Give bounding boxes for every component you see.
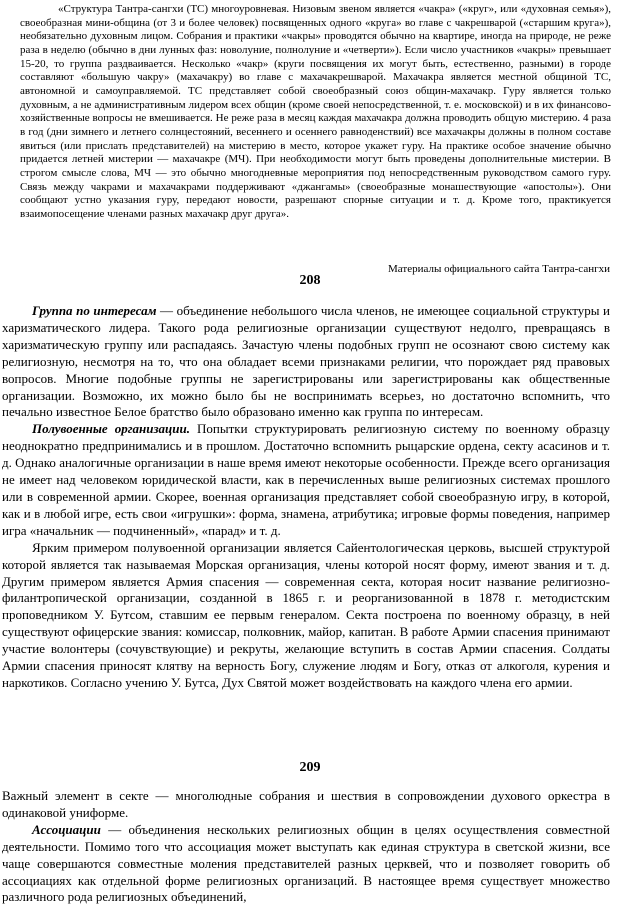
page-number-208: 208 xyxy=(299,273,321,288)
paragraph-text: Попытки структурировать религиозную систему по военному образцу неоднократно предпринимались и в прошлом. Достаточно вспомнить рыцарские ордена, секту асасинов и т. д. Однако аналогичные организации в наше время имеют некоторые особенности. Прежде всего организация не имеет над человеком юридической власти, как в перечисленных выше религиозных системах прошлого или в современной армии. Скорее, военная организация представляет собой своеобразную игру, в которой, как и в любой игре, есть свои «игрушки»: форма, знамена, атрибутика; игровые формы поведения, например игра «начальник — подчиненный», «парад» и т. д. xyxy=(2,421,610,538)
page-number-209: 209 xyxy=(299,760,321,775)
quote-source: Материалы официального сайта Тантра-сангхи xyxy=(388,263,610,275)
term-associations: Ассоциации xyxy=(32,821,101,837)
paragraph-associations xyxy=(2,822,610,907)
paragraph-examples: Ярким примером полувоенной организации является Сайентологическая церковь, высшей структурой которой является так называемая Морская организация, члены которой носят форму, имеют звания и т. д. Другим примером является Армия спасения — современная секта, которая носит название религиозно-филантропической организации, созданной в 1865 г. и реорганизованной в 1878 г. методистским проповедником У. Бутсом, ставшим ее первым генералом. Секта построена по военному образцу, в ней существуют офицерские звания: комиссар, полковник, майор, капитан. В работе Армии спасения принимают участие волонтеры (сочувствующие) и рекруты, желающие вступить в состав Армии спасения. Солдаты Армии спасения приносят клятву на верность Богу, служение людям и Богу, отказ от алкоголя, курения и наркотиков. Согласно учению У. Бутса, Дух Святой может воздействовать на каждого члена его армии. xyxy=(2,539,610,690)
term-paramilitary: Полувоенные организации. xyxy=(32,421,190,437)
paragraph-parades: Важный элемент в секте — многолюдные собрания и шествия в сопровождении духового оркестра в одинаковой униформе. xyxy=(2,788,610,820)
section-208 xyxy=(2,303,610,692)
quote-block xyxy=(20,3,611,222)
section-209 xyxy=(2,788,610,906)
paragraph-interest-group xyxy=(2,303,610,421)
term-interest-group: Группа по интересам xyxy=(32,303,157,318)
paragraph-text: — объединения нескольких религиозных общин в целях осуществления совместной деятельности. Помимо того что ассоциация может выступать как единая структура в светской жизни, все чаще совершаются совместные моления представителей разных церквей, что и позволяет говорить об ассоциациях как отдельной форме религиозных организаций. В настоящее время существует множество различного рода религиозных объединений, xyxy=(2,821,610,905)
paragraph-text: — объединение небольшого числа членов, не имеющее социальной структуры и харизматического лидера. Такого рода религиозные организации существуют недолго, превращаясь в харизматическую группу или распадаясь. Зачастую члены подобных групп не осознают свою систему как религиозную, несмотря на то, что она обладает всеми признаками религии, что порождает ряд правовых вопросов. Многие подобные группы не зарегистрированы или зарегистрированы как общественные организации. Возможно, их можно было бы не воспринимать всерьез, но достаточно вспомнить, что печально известное Белое братство было образовано именно как группа по интересам. xyxy=(2,303,610,420)
quote-paragraph: «Структура Тантра-сангхи (ТС) многоуровневая. Низовым звеном является «чакра» («круг», или «духовная семья»), своеобразная мини-община (от 3 и более человек) посвященных одного «круга» во главе с чакрешварой («старшим круга»), необязательно духовным лицом. Собрания и практики «чакры» проводятся обычно на квартире, иногда на природе, не реже раза в неделю (обычно в дни лунных фаз: новолуние, полнолуние и «четверти»). Если число участников «чакры» превышает 15-20, то группа раздваивается. Несколько «чакр» (круги посвящения их могут быть, естественно, разными) в городе составляют «большую чакру» (махачакру) во главе с махачакрешварой. Махачакра является местной общиной ТС, автономной и самоуправляемой. ТС представляет собой своеобразный союз общин-махачакр. Гуру является только духовным, а не административным лидером всех общин (кроме своей непосредственной, т. е. московской) и в их финансово-хозяйственные вопросы не вмешивается. Не реже раза в месяц каждая махачакра должна проводить общую мистерию. 4 раза в год (дни зимнего и летнего солнцестояний, весеннего и осеннего равноденствий) все махачакры должны в полном составе явиться (или прислать представителей) на мистерию в место, которое укажет гуру. На практике особое значение обычно придается летней мистерии — махачакре (МЧ). При необходимости могут быть проведены дополнительные мистерии. В строгом смысле слова, МЧ — это обычно многодневные мероприятия под непосредственным руководством самого гуру. Связь между чакрами и махачакрами поддерживают «джангамы» (своеобразные монашествующие «апостолы»). Они сообщают устно указания гуру, передают новости, разрешают спорные ситуации и т. д. Кроме того, практикуется взаимопосещение членами разных махачакр друг друга». xyxy=(20,3,611,220)
paragraph-paramilitary xyxy=(2,421,610,539)
